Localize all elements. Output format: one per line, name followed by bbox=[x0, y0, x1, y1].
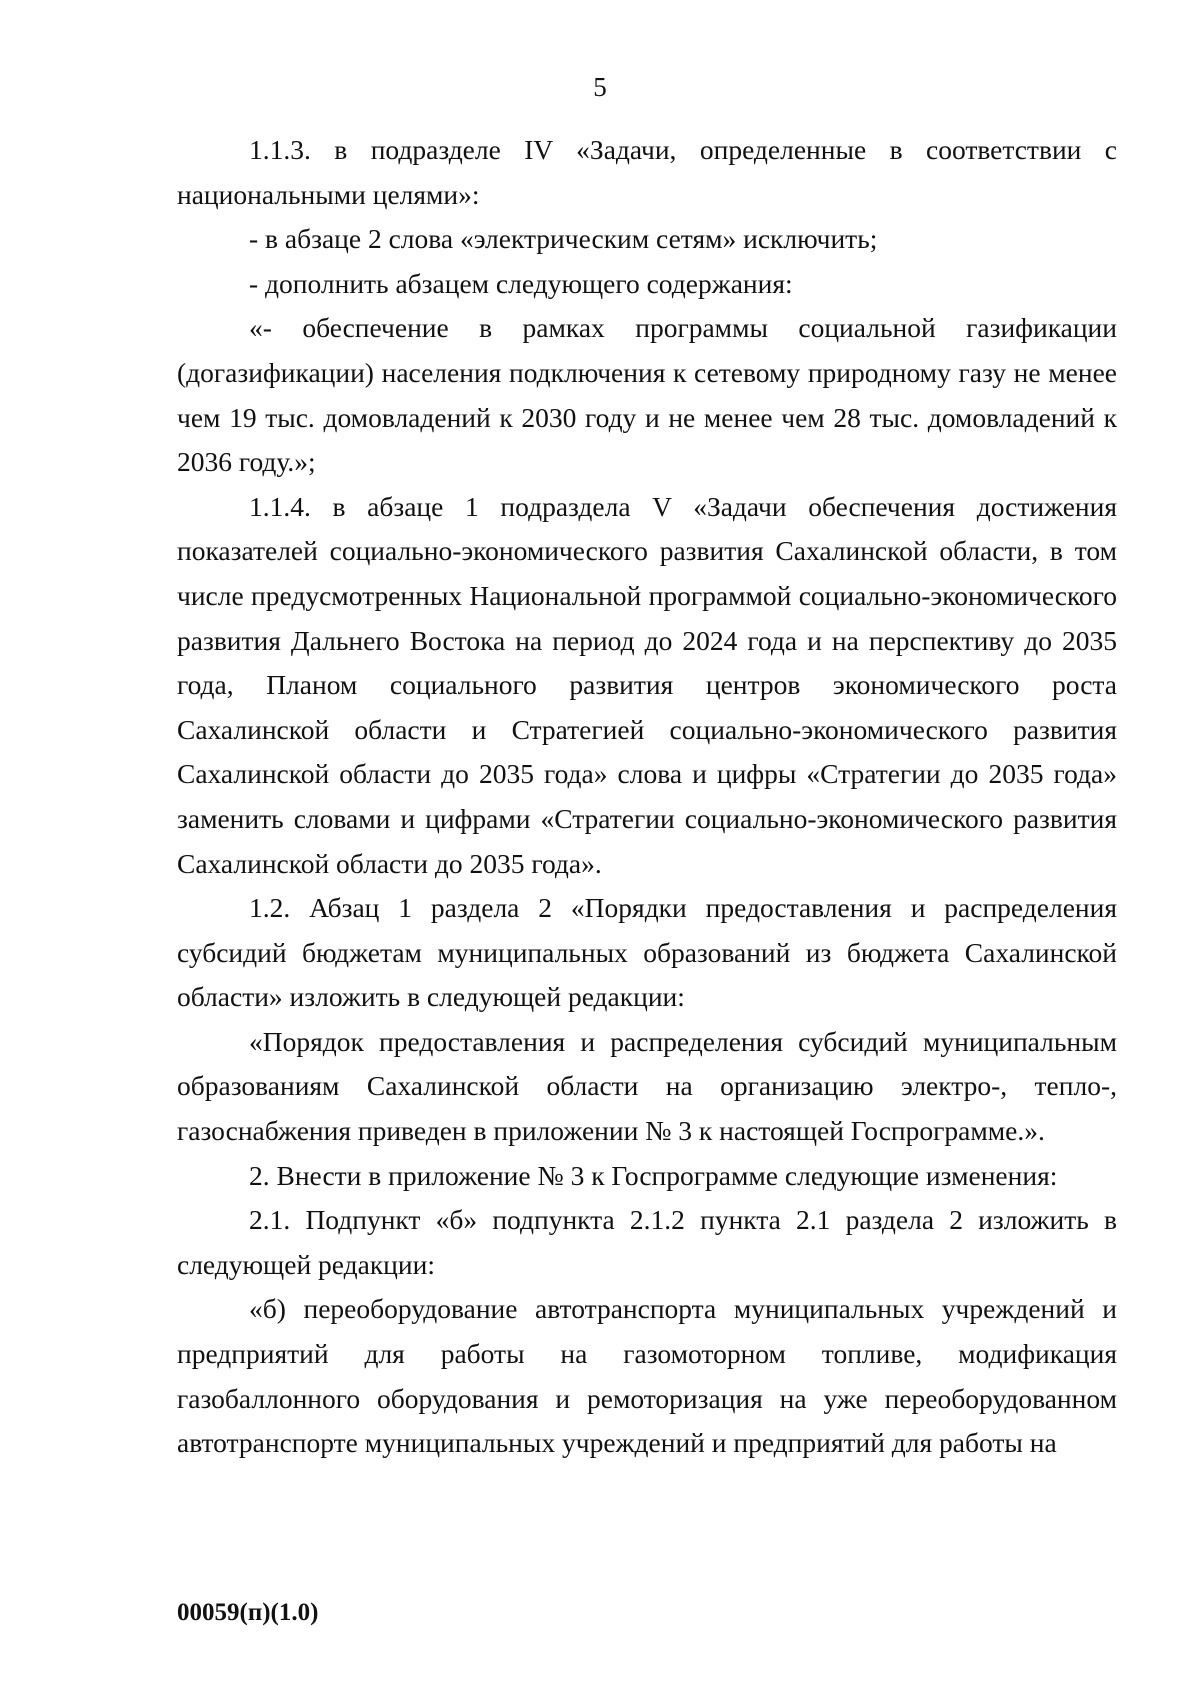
paragraph-2: 2. Внести в приложение № 3 к Госпрограмме следующие изменения: bbox=[249, 1159, 1058, 1191]
paragraph-1-1-4: 1.1.4. в абзаце 1 подраздела V «Задачи обеспечения достижения показателей социально-экономического развития Сахалинской области, в том числе предусмотренных Национальной программой социально-экономического развития Дальнего Востока на период до 2024 года и на перспективу до 2035 года, Планом социального развития центров экономического роста Сахалинской области и Стратегией социально-экономического развития Сахалинской области до 2035 года» слова и цифры «Стратегии до 2035 года» заменить словами и цифрами «Стратегии социально-экономического развития Сахалинской области до 2035 года». bbox=[177, 490, 1117, 879]
paragraph-gasification-quote: «- обеспечение в рамках программы социальной газификации (догазификации) населения подключения к сетевому природному газу не менее чем 19 тыс. домовладений к 2030 году и не менее чем 28 тыс. домовладений к 2036 году.»; bbox=[177, 312, 1117, 478]
paragraph-2-1: 2.1. Подпункт «б» подпункта 2.1.2 пункта 2.1 раздела 2 изложить в следующей редакции: bbox=[177, 1204, 1117, 1280]
document-body bbox=[177, 128, 1117, 1466]
paragraph-exclude-words: - в абзаце 2 слова «электрическим сетям» исключить; bbox=[249, 223, 878, 255]
paragraph-1-1-3: 1.1.3. в подразделе IV «Задачи, определенные в соответствии с национальными целями»: bbox=[177, 134, 1117, 210]
page-number: 5 bbox=[593, 72, 607, 102]
paragraph-1-2: 1.2. Абзац 1 раздела 2 «Порядки предоставления и распределения субсидий бюджетам муниципальных образований из бюджета Сахалинской области» изложить в следующей редакции: bbox=[177, 892, 1117, 1013]
document-code: 00059(п)(1.0) bbox=[177, 1599, 319, 1626]
paragraph-subsidy-procedure-quote: «Порядок предоставления и распределения субсидий муниципальным образованиям Сахалинской области на организацию электро-, тепло-, газоснабжения приведен в приложении № 3 к настоящей Госпрограмме.». bbox=[177, 1025, 1117, 1147]
paragraph-subpoint-b-quote: «б) переоборудование автотранспорта муниципальных учреждений и предприятий для работы на газомоторном топливе, модификация газобаллонного оборудования и ремоторизация на уже переоборудованном автотранспорте муниципальных учреждений и предприятий для работы на bbox=[177, 1293, 1117, 1459]
paragraph-add-clause: - дополнить абзацем следующего содержания: bbox=[249, 267, 793, 299]
